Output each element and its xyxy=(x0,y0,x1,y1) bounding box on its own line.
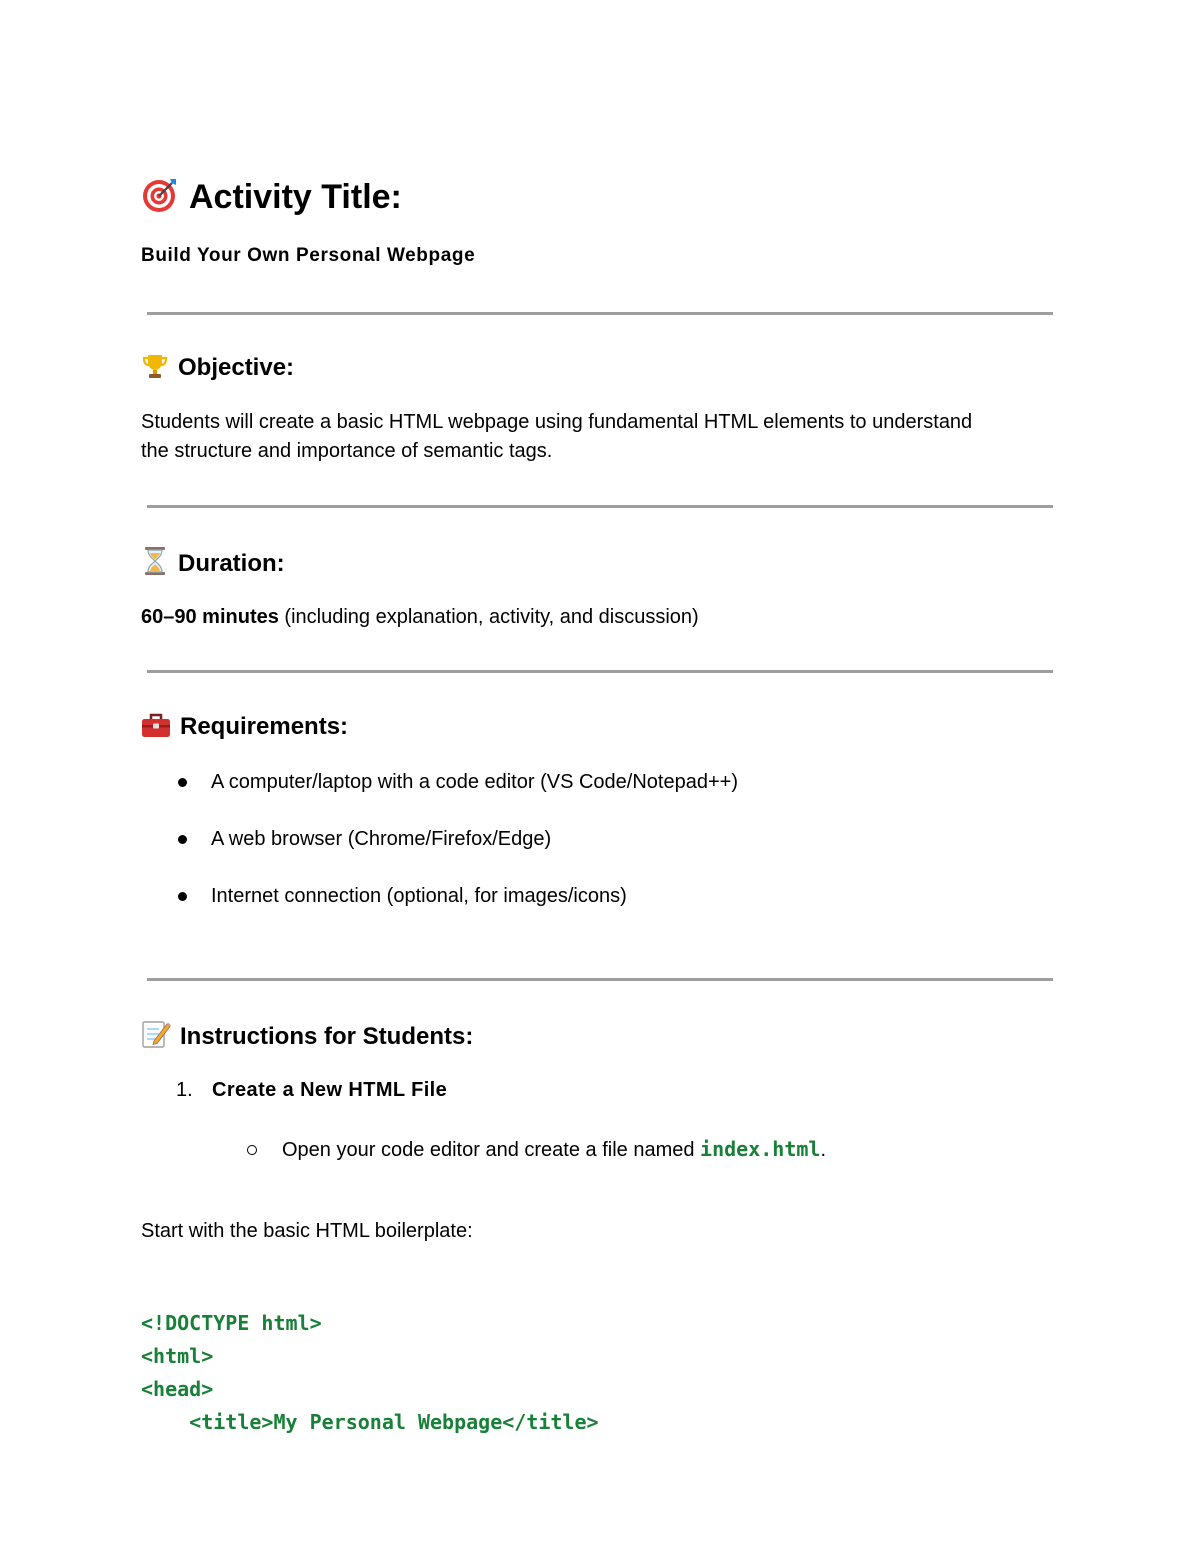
duration-heading xyxy=(141,546,285,584)
code-line: <html> xyxy=(141,1344,214,1368)
boilerplate-intro: Start with the basic HTML boilerplate: xyxy=(141,1220,473,1242)
code-line: <!DOCTYPE html> xyxy=(141,1311,322,1335)
objective-heading-text: Objective: xyxy=(178,354,295,381)
target-icon xyxy=(141,176,179,223)
objective-line-1: Students will create a basic HTML webpage using fundamental HTML elements to understand xyxy=(141,411,973,433)
bullet-icon xyxy=(178,778,187,787)
divider xyxy=(147,978,1053,981)
requirement-item-3: Internet connection (optional, for images/icons) xyxy=(211,885,627,907)
page-title-text: Activity Title: xyxy=(189,178,402,216)
objective-heading xyxy=(141,352,294,388)
activity-subtitle: Build Your Own Personal Webpage xyxy=(141,245,476,266)
step-detail-prefix: Open your code editor and create a file named xyxy=(282,1139,701,1161)
bullet-icon xyxy=(178,835,187,844)
memo-icon xyxy=(141,1019,171,1057)
toolbox-icon xyxy=(141,711,171,747)
step-detail xyxy=(282,1136,826,1163)
duration-value: 60–90 minutes xyxy=(141,606,279,628)
sub-bullet-icon xyxy=(247,1145,257,1155)
duration-heading-text: Duration: xyxy=(178,550,285,577)
hourglass-icon xyxy=(141,546,169,584)
filename-code: index.html xyxy=(700,1137,821,1161)
objective-text xyxy=(141,408,1061,466)
divider xyxy=(147,505,1053,508)
requirements-heading-text: Requirements: xyxy=(180,713,349,740)
divider xyxy=(147,670,1053,673)
duration-text xyxy=(141,603,1061,632)
code-line: <title>My Personal Webpage</title> xyxy=(141,1410,599,1434)
instructions-heading xyxy=(141,1019,473,1057)
instructions-heading-text: Instructions for Students: xyxy=(180,1023,474,1050)
trophy-icon xyxy=(141,352,169,388)
step-number: 1. xyxy=(176,1079,193,1101)
page-title xyxy=(141,176,402,223)
requirements-heading xyxy=(141,711,348,747)
bullet-icon xyxy=(178,892,187,901)
duration-detail: (including explanation, activity, and discussion) xyxy=(278,606,699,628)
objective-line-2: the structure and importance of semantic tags. xyxy=(141,440,553,462)
requirement-item-2: A web browser (Chrome/Firefox/Edge) xyxy=(211,828,552,850)
code-line: <head> xyxy=(141,1377,214,1401)
step-detail-suffix: . xyxy=(820,1139,827,1161)
code-block xyxy=(141,1274,599,1472)
requirement-item-1: A computer/laptop with a code editor (VS Code/Notepad++) xyxy=(211,771,738,793)
divider xyxy=(147,312,1053,315)
step-title: Create a New HTML File xyxy=(212,1079,448,1101)
